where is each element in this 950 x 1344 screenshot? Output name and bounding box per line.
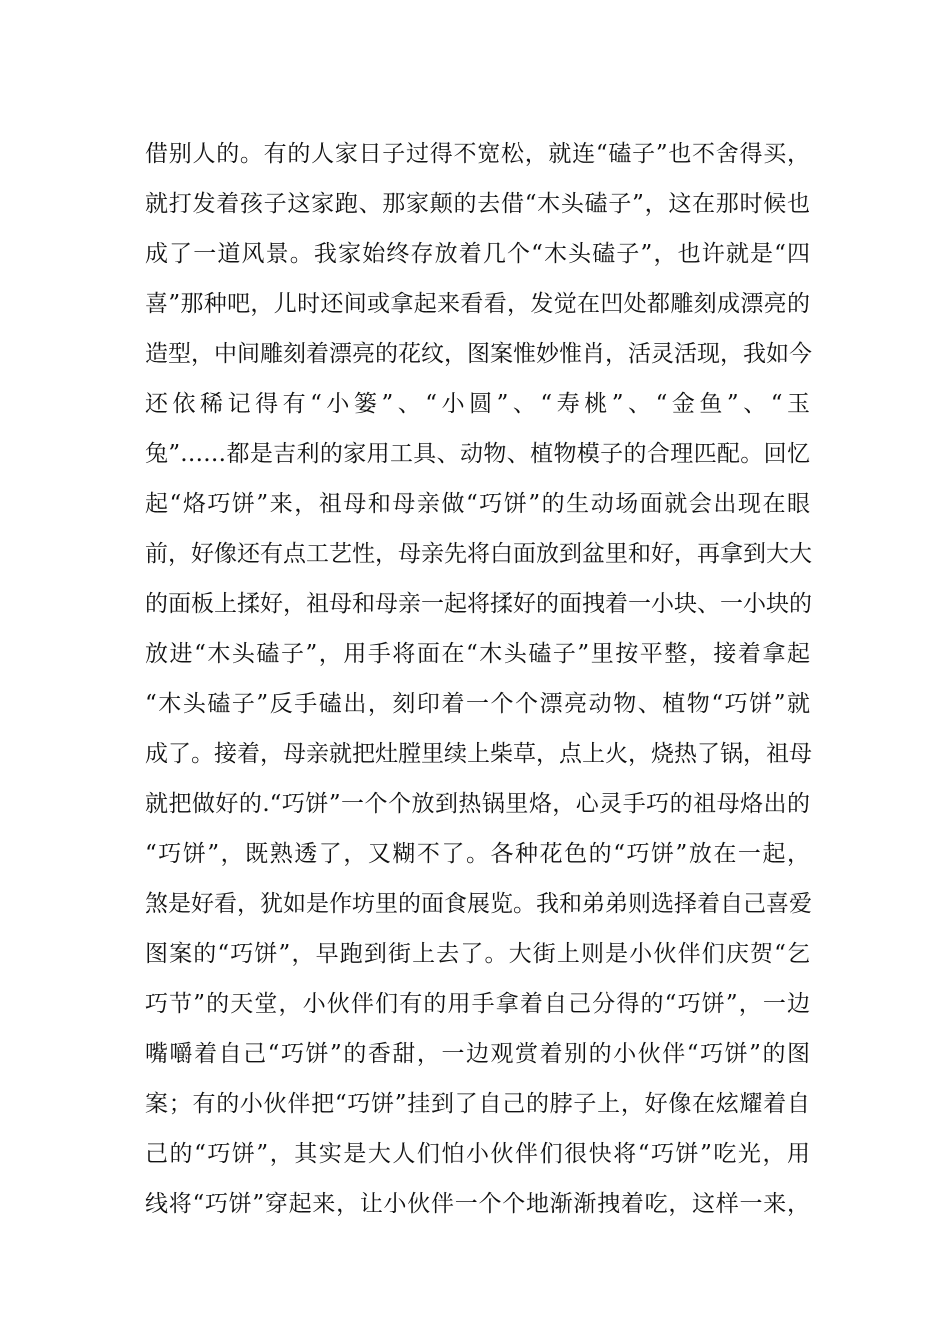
text-line: 嘴嚼着自己“巧饼”的香甜，一边观赏着别的小伙伴“巧饼”的图 [145,1041,810,1067]
text-line: 煞是好看，犹如是作坊里的面食展览。我和弟弟则选择着自己喜爱 [145,891,812,917]
text-line: 放进“木头磕子”，用手将面在“木头磕子”里按平整，接着拿起 [145,641,810,667]
text-line: 起“烙巧饼”来，祖母和母亲做“巧饼”的生动场面就会出现在眼 [145,491,810,517]
text-line: 己的“巧饼”，其实是大人们怕小伙伴们很快将“巧饼”吃光，用 [145,1141,810,1167]
text-line: “巧饼”，既熟透了，又糊不了。各种花色的“巧饼”放在一起， [145,841,810,867]
text-line: 还依稀记得有“小篓”、“小圆”、“寿桃”、“金鱼”、“玉 [145,391,810,417]
text-line: 借别人的。有的人家日子过得不宽松，就连“磕子”也不舍得买， [145,141,810,167]
body-paragraph [145,129,810,1229]
text-line: 就把做好的.“巧饼”一个个放到热锅里烙，心灵手巧的祖母烙出的 [145,791,810,817]
text-line: “木头磕子”反手磕出，刻印着一个个漂亮动物、植物“巧饼”就 [145,691,810,717]
text-line: 造型，中间雕刻着漂亮的花纹，图案惟妙惟肖，活灵活现，我如今 [145,341,812,367]
text-line: 巧节”的天堂，小伙伴们有的用手拿着自己分得的“巧饼”，一边 [145,991,810,1017]
text-line: 成了一道风景。我家始终存放着几个“木头磕子”，也许就是“四 [145,241,810,267]
text-line: 图案的“巧饼”，早跑到街上去了。大街上则是小伙伴们庆贺“乞 [145,941,810,967]
text-line: 喜”那种吧，儿时还间或拿起来看看，发觉在凹处都雕刻成漂亮的 [145,291,810,317]
text-line: 兔”……都是吉利的家用工具、动物、植物模子的合理匹配。回忆 [145,441,810,467]
text-line: 的面板上揉好，祖母和母亲一起将揉好的面拽着一小块、一小块的 [145,591,812,617]
text-line: 就打发着孩子这家跑、那家颠的去借“木头磕子”，这在那时候也 [145,191,810,217]
text-line: 线将“巧饼”穿起来，让小伙伴一个个地渐渐拽着吃，这样一来， [145,1191,810,1217]
text-line: 成了。接着，母亲就把灶膛里续上柴草，点上火，烧热了锅，祖母 [145,741,812,767]
text-line: 案；有的小伙伴把“巧饼”挂到了自己的脖子上，好像在炫耀着自 [145,1091,810,1117]
text-line: 前，好像还有点工艺性，母亲先将白面放到盆里和好，再拿到大大 [145,541,812,567]
